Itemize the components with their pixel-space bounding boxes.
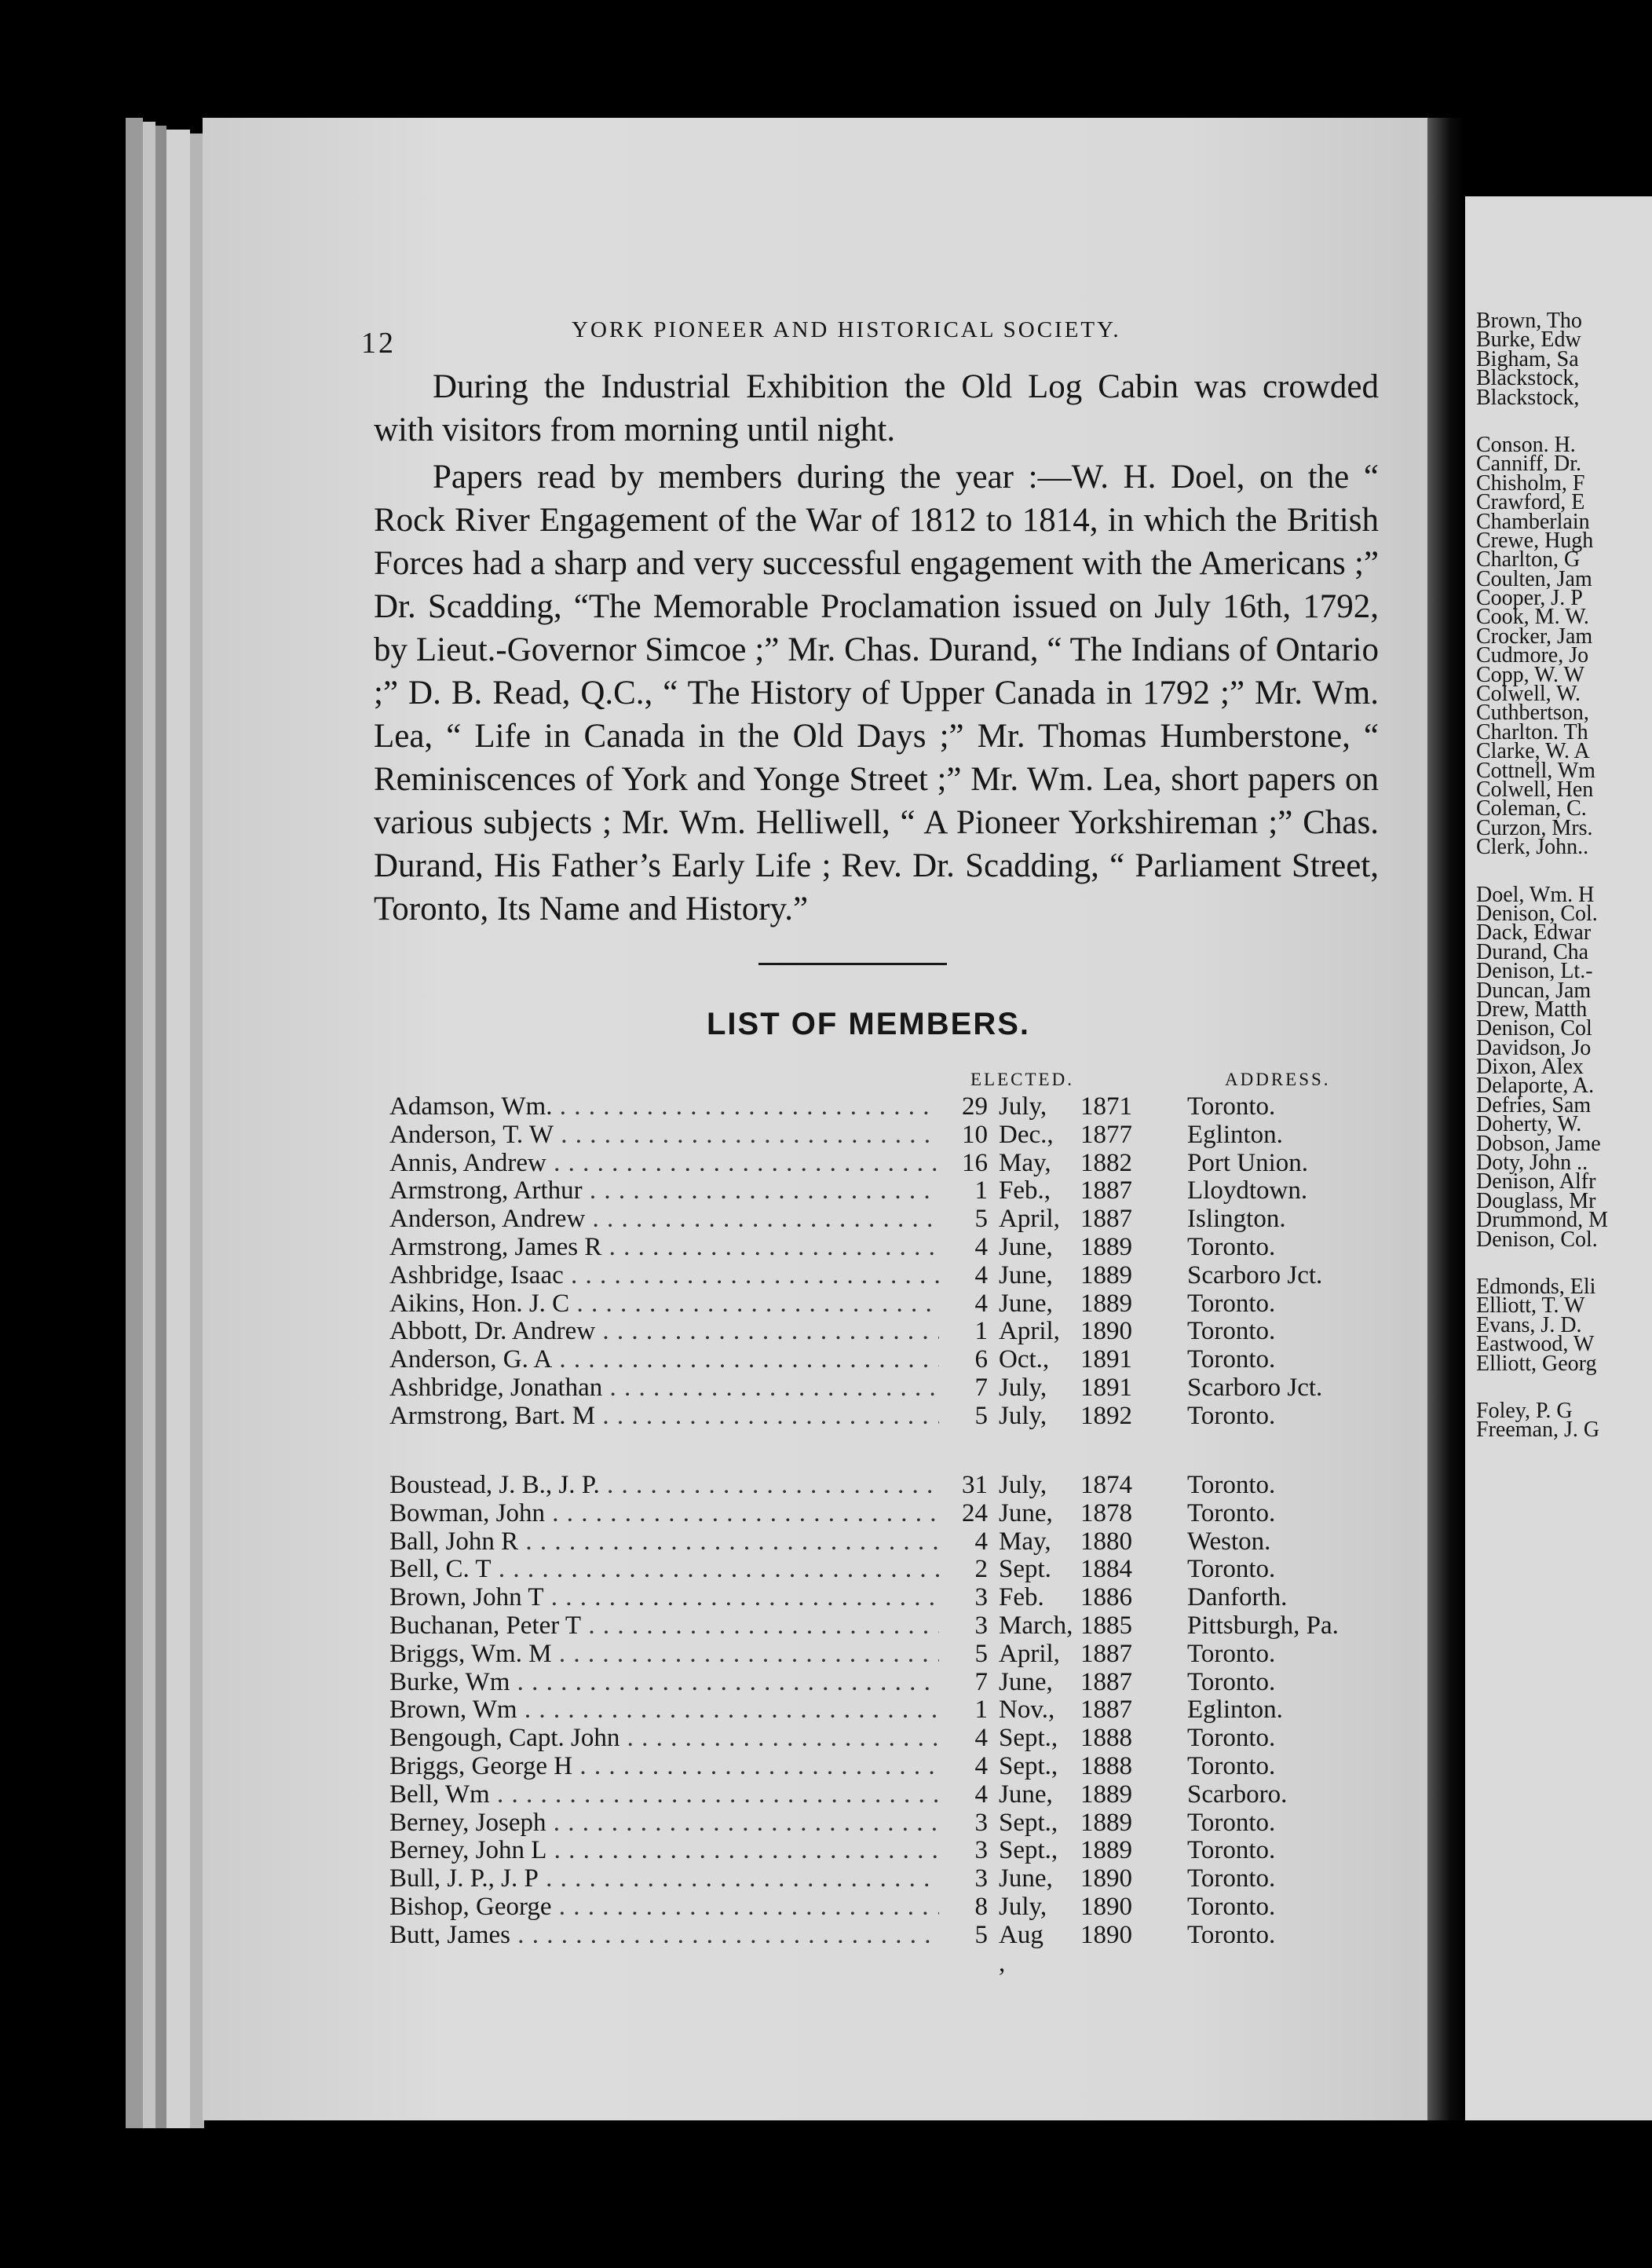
elected-year: 1889: [1080, 1780, 1132, 1809]
elected-year: 1887: [1080, 1205, 1132, 1234]
facing-member-entry: Dobson, Jame: [1476, 1131, 1601, 1156]
elected-month: Sept.,: [999, 1808, 1058, 1837]
elected-day: 5: [974, 1401, 988, 1430]
member-name: Ashbridge, Jonathan . . .: [389, 1374, 939, 1403]
member-address: Lloydtown.: [1187, 1176, 1308, 1205]
elected-day: 4: [974, 1260, 988, 1289]
elected-day: 31: [962, 1471, 988, 1499]
member-address: Scarboro Jct.: [1187, 1373, 1323, 1402]
member-name: Ashbridge, Isaac . . .: [389, 1262, 939, 1290]
facing-member-entry: Copp, W. W: [1476, 662, 1584, 687]
elected-day: 4: [974, 1780, 988, 1809]
book-edge: [143, 122, 155, 2128]
facing-member-entry: Foley, P. G: [1476, 1398, 1573, 1423]
member-address: Scarboro.: [1187, 1780, 1288, 1809]
elected-year: 1889: [1080, 1289, 1132, 1318]
elected-day: 3: [974, 1836, 988, 1865]
elected-month: April,: [999, 1317, 1060, 1346]
elected-day: 5: [974, 1205, 988, 1234]
paragraph: During the Industrial Exhibition the Old Log Cabin was crowded with visitors from morning until night.: [374, 368, 1379, 448]
member-address: Eglinton.: [1187, 1696, 1283, 1725]
member-address: Toronto.: [1187, 1471, 1276, 1499]
facing-member-entry: Charlton. Th: [1476, 719, 1588, 744]
facing-member-entry: Denison, Col: [1476, 1016, 1592, 1041]
member-address: Toronto.: [1187, 1836, 1276, 1865]
facing-member-entry: Denison, Col.: [1476, 1227, 1598, 1252]
elected-day: 1: [974, 1176, 988, 1205]
member-address: Scarboro Jct.: [1187, 1260, 1323, 1289]
facing-member-entry: Dack, Edwar: [1476, 920, 1592, 946]
facing-member-entry: Cottnell, Wm: [1476, 758, 1595, 783]
member-address: Toronto.: [1187, 1920, 1276, 1949]
elected-month: April,: [999, 1639, 1060, 1668]
member-address: Weston.: [1187, 1527, 1271, 1556]
elected-year: 1871: [1080, 1092, 1132, 1121]
elected-month: July,: [999, 1401, 1047, 1430]
elected-year: 1890: [1080, 1892, 1132, 1921]
elected-month: Feb.: [999, 1583, 1044, 1612]
group-gap: [1476, 858, 1652, 886]
elected-year: 1882: [1080, 1148, 1132, 1177]
facing-member-entry: Denison, Alfr: [1476, 1169, 1596, 1194]
member-address: Toronto.: [1187, 1092, 1276, 1121]
member-address: Toronto.: [1187, 1401, 1276, 1430]
elected-year: 1886: [1080, 1583, 1132, 1612]
member-address: Toronto.: [1187, 1232, 1276, 1261]
elected-day: 4: [974, 1751, 988, 1780]
elected-year: 1890: [1080, 1864, 1132, 1893]
facing-member-entry: Doherty, W.: [1476, 1112, 1582, 1137]
elected-day: 16: [962, 1148, 988, 1177]
elected-year: 1891: [1080, 1373, 1132, 1402]
elected-year: 1889: [1080, 1260, 1132, 1289]
member-name: Ball, John R . . .: [389, 1528, 939, 1557]
facing-member-entry: Doty, John ..: [1476, 1150, 1588, 1176]
facing-member-entry: Evans, J. D.: [1476, 1312, 1582, 1337]
facing-member-entry: Canniff, Dr.: [1476, 452, 1582, 477]
facing-member-entry: Coleman, C.: [1476, 796, 1587, 821]
elected-year: 1884: [1080, 1555, 1132, 1584]
member-address: Danforth.: [1187, 1583, 1288, 1612]
facing-member-entry: Eastwood, W: [1476, 1332, 1595, 1357]
book-edge: [166, 130, 190, 2128]
elected-year: 1888: [1080, 1724, 1132, 1753]
elected-month: Aug ,: [999, 1920, 1043, 1977]
elected-column-header: ELECTED.: [970, 1070, 1074, 1089]
elected-day: 8: [974, 1892, 988, 1921]
section-divider: [758, 963, 947, 965]
elected-day: 4: [974, 1232, 988, 1261]
member-name: Bengough, Capt. John . . .: [389, 1725, 939, 1753]
facing-member-entry: Cudmore, Jo: [1476, 643, 1589, 668]
elected-day: 3: [974, 1583, 988, 1612]
facing-member-entry: Cooper, J. P: [1476, 586, 1583, 611]
elected-year: 1887: [1080, 1667, 1132, 1696]
book-edge: [155, 126, 166, 2128]
elected-month: June,: [999, 1667, 1053, 1696]
member-name: Bull, J. P., J. P . . .: [389, 1865, 939, 1893]
member-address: Islington.: [1187, 1205, 1286, 1234]
facing-member-entry: Blackstock,: [1476, 385, 1580, 410]
facing-member-entry: Crewe, Hugh: [1476, 528, 1594, 553]
member-name: Bishop, George . . .: [389, 1893, 939, 1922]
elected-year: 1885: [1080, 1611, 1132, 1640]
member-name: Armstrong, James R . . .: [389, 1234, 939, 1262]
member-name: Anderson, T. W . . .: [389, 1121, 939, 1150]
elected-month: June,: [999, 1498, 1053, 1527]
member-name: Brown, John T . . .: [389, 1584, 939, 1612]
facing-member-entry: Cuthbertson,: [1476, 701, 1589, 726]
member-name: Aikins, Hon. J. C . . .: [389, 1290, 939, 1319]
member-address: Toronto.: [1187, 1864, 1276, 1893]
elected-month: Sept.,: [999, 1836, 1058, 1865]
elected-day: 1: [974, 1317, 988, 1346]
member-address: Toronto.: [1187, 1498, 1276, 1527]
member-name: Bell, C. T . . .: [389, 1556, 939, 1584]
member-name: Briggs, George H . . .: [389, 1753, 939, 1781]
member-name: Berney, John L . . .: [389, 1837, 939, 1865]
facing-member-entry: Cook, M. W.: [1476, 605, 1589, 630]
facing-member-entry: Clerk, John..: [1476, 835, 1589, 860]
elected-year: 1889: [1080, 1232, 1132, 1261]
book-edge: [126, 118, 143, 2128]
member-address: Toronto.: [1187, 1639, 1276, 1668]
facing-member-entry: Delaporte, A.: [1476, 1074, 1595, 1099]
member-name: Berney, Joseph . . .: [389, 1809, 939, 1838]
elected-day: 5: [974, 1920, 988, 1949]
facing-member-entry: Edmonds, Eli: [1476, 1274, 1596, 1299]
facing-member-entry: Conson. H.: [1476, 432, 1576, 457]
facing-member-entry: Bigham, Sa: [1476, 346, 1579, 371]
facing-member-entry: Durand, Cha: [1476, 939, 1589, 964]
member-name: Brown, Wm . . .: [389, 1696, 939, 1725]
member-address: Eglinton.: [1187, 1120, 1283, 1149]
member-name: Bell, Wm . . .: [389, 1781, 939, 1809]
member-name: Anderson, G. A . . .: [389, 1346, 939, 1374]
elected-day: 29: [962, 1092, 988, 1121]
elected-day: 4: [974, 1289, 988, 1318]
facing-member-entry: Doel, Wm. H: [1476, 882, 1595, 907]
elected-month: July,: [999, 1471, 1047, 1499]
member-name: Butt, James . . .: [389, 1922, 939, 1950]
facing-member-entry: Denison, Lt.-: [1476, 959, 1593, 984]
elected-month: June,: [999, 1864, 1053, 1893]
group-gap: [1476, 1249, 1652, 1278]
facing-member-entry: Blackstock,: [1476, 366, 1580, 391]
elected-year: 1874: [1080, 1471, 1132, 1499]
facing-member-entry: Chamberlain: [1476, 509, 1590, 534]
elected-month: June,: [999, 1780, 1053, 1809]
book-gutter: [1427, 118, 1465, 2120]
facing-member-entry: Duncan, Jam: [1476, 978, 1592, 1003]
elected-month: Sept.: [999, 1555, 1051, 1584]
elected-year: 1890: [1080, 1920, 1132, 1949]
elected-month: March,: [999, 1611, 1073, 1640]
member-address: Toronto.: [1187, 1667, 1276, 1696]
elected-day: 3: [974, 1808, 988, 1837]
group-gap: [1476, 408, 1652, 436]
elected-day: 2: [974, 1555, 988, 1584]
facing-member-entry: Burke, Edw: [1476, 327, 1581, 353]
elected-day: 5: [974, 1639, 988, 1668]
facing-member-entry: Davidson, Jo: [1476, 1035, 1592, 1060]
facing-member-entry: Curzon, Mrs.: [1476, 815, 1593, 840]
facing-member-entry: Colwell, W.: [1476, 682, 1581, 707]
member-address: Toronto.: [1187, 1751, 1276, 1780]
facing-member-entry: Freeman, J. G: [1476, 1418, 1600, 1440]
member-name: Briggs, Wm. M . . .: [389, 1641, 939, 1669]
member-name: Anderson, Andrew . . .: [389, 1205, 939, 1234]
facing-member-entry: Drummond, M: [1476, 1208, 1608, 1233]
elected-day: 7: [974, 1373, 988, 1402]
facing-member-entry: Chisholm, F: [1476, 470, 1585, 496]
member-name: Armstrong, Bart. M . . .: [389, 1403, 939, 1431]
elected-month: June,: [999, 1260, 1053, 1289]
elected-month: Dec.,: [999, 1120, 1054, 1149]
elected-year: 1888: [1080, 1751, 1132, 1780]
member-name: Annis, Andrew . . .: [389, 1150, 939, 1178]
member-name: Bowman, John . . .: [389, 1500, 939, 1528]
elected-year: 1889: [1080, 1836, 1132, 1865]
member-name: Armstrong, Arthur . . .: [389, 1177, 939, 1205]
running-head: YORK PIONEER AND HISTORICAL SOCIETY.: [572, 317, 1121, 342]
member-address: Toronto.: [1187, 1808, 1276, 1837]
elected-year: 1877: [1080, 1120, 1132, 1149]
facing-member-entry: Colwell, Hen: [1476, 777, 1594, 802]
facing-member-entry: Drew, Matth: [1476, 997, 1588, 1022]
elected-year: 1892: [1080, 1401, 1132, 1430]
elected-month: Nov.,: [999, 1696, 1055, 1725]
member-address: Pittsburgh, Pa.: [1187, 1611, 1339, 1640]
group-gap: [1476, 1374, 1652, 1402]
elected-day: 4: [974, 1527, 988, 1556]
list-title: LIST OF MEMBERS.: [707, 1007, 1030, 1041]
elected-month: May,: [999, 1527, 1051, 1556]
facing-member-entry: Crawford, E: [1476, 490, 1585, 515]
member-name: Abbott, Dr. Andrew . . .: [389, 1318, 939, 1346]
facing-member-entry: Charlton, G: [1476, 547, 1581, 572]
paragraph: Papers read by members during the year :—W. H. Doel, on the “ Rock River Engagement of the War of 1812 to 1814, in which the British Forces had a sharp and very successful engagement with the Americans ;” Dr. Scadding, “The Memorable Proclamation issued on July 16th, 1792, by Lieut.-Governor Simcoe ;” Mr. Chas. Durand, “ The Indians of Ontario ;” D. B. Read, Q.C., “ The History of Upper Canada in 1792 ;” Mr. Wm. Lea, “ Life in Canada in the Old Days ;” Mr. Thomas Humberstone, “ Reminiscences of York and Yonge Street ;” Mr. Wm. Lea, short papers on various subjects ; Mr. Wm. Helliwell, “ A Pioneer Yorkshireman ;” Chas. Durand, His Father’s Early Life ; Rev. Dr. Scadding, “ Parliament Street, Toronto, Its Name and History.”: [374, 459, 1379, 927]
elected-year: 1880: [1080, 1527, 1132, 1556]
facing-member-entry: Douglass, Mr: [1476, 1188, 1596, 1213]
elected-month: Sept.,: [999, 1751, 1058, 1780]
member-address: Port Union.: [1187, 1148, 1309, 1177]
facing-member-entry: Defries, Sam: [1476, 1092, 1592, 1118]
elected-day: 3: [974, 1864, 988, 1893]
elected-month: June,: [999, 1232, 1053, 1261]
elected-day: 4: [974, 1724, 988, 1753]
elected-year: 1887: [1080, 1176, 1132, 1205]
member-address: Toronto.: [1187, 1345, 1276, 1374]
elected-year: 1878: [1080, 1498, 1132, 1527]
elected-year: 1887: [1080, 1696, 1132, 1725]
facing-member-entry: Clarke, W. A: [1476, 739, 1590, 764]
facing-member-entry: Crocker, Jam: [1476, 624, 1593, 649]
member-address: Toronto.: [1187, 1555, 1276, 1584]
elected-month: Sept.,: [999, 1724, 1058, 1753]
facing-member-entry: Elliott, T. W: [1476, 1293, 1585, 1319]
elected-year: 1889: [1080, 1808, 1132, 1837]
elected-month: June,: [999, 1289, 1053, 1318]
member-name: Burke, Wm . . .: [389, 1669, 939, 1697]
elected-month: July,: [999, 1092, 1047, 1121]
elected-day: 1: [974, 1696, 988, 1725]
member-address: Toronto.: [1187, 1724, 1276, 1753]
member-name: Boustead, J. B., J. P. . . .: [389, 1472, 939, 1500]
member-address: Toronto.: [1187, 1289, 1276, 1318]
facing-page-member-list: [1476, 312, 1652, 1440]
page-number: 12: [361, 327, 396, 360]
facing-member-entry: Elliott, Georg: [1476, 1351, 1597, 1376]
member-address: Toronto.: [1187, 1317, 1276, 1346]
facing-member-entry: Dixon, Alex: [1476, 1055, 1584, 1080]
elected-month: April,: [999, 1205, 1060, 1234]
elected-day: 3: [974, 1611, 988, 1640]
elected-year: 1887: [1080, 1639, 1132, 1668]
elected-day: 6: [974, 1345, 988, 1374]
elected-day: 7: [974, 1667, 988, 1696]
elected-month: Feb.,: [999, 1176, 1051, 1205]
elected-month: Oct.,: [999, 1345, 1050, 1374]
address-column-header: ADDRESS.: [1225, 1070, 1331, 1089]
elected-year: 1891: [1080, 1345, 1132, 1374]
elected-month: July,: [999, 1892, 1047, 1921]
member-address: Toronto.: [1187, 1892, 1276, 1921]
elected-year: 1890: [1080, 1317, 1132, 1346]
elected-month: May,: [999, 1148, 1051, 1177]
facing-member-entry: Brown, Tho: [1476, 312, 1582, 333]
facing-member-entry: Denison, Col.: [1476, 901, 1598, 926]
facing-member-entry: Coulten, Jam: [1476, 566, 1592, 591]
elected-day: 24: [962, 1498, 988, 1527]
elected-day: 10: [962, 1120, 988, 1149]
member-name: Buchanan, Peter T . . .: [389, 1612, 939, 1641]
elected-month: July,: [999, 1373, 1047, 1402]
member-name: Adamson, Wm. . . .: [389, 1093, 939, 1121]
